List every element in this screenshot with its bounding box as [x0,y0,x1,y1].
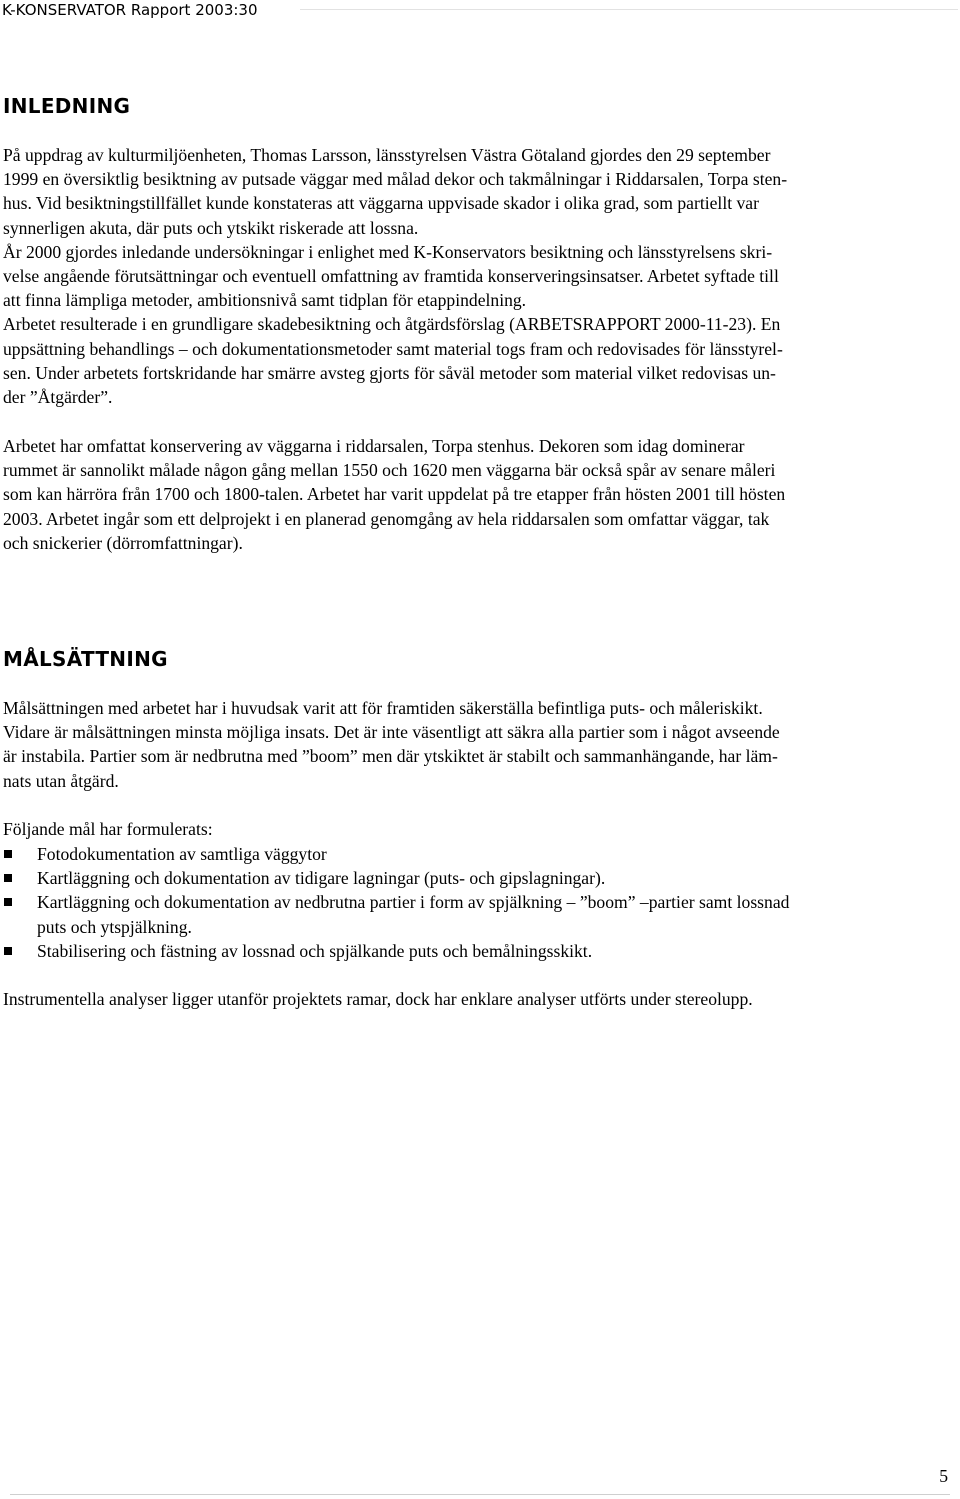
square-bullet-icon [4,850,12,858]
text-line: På uppdrag av kulturmiljöenheten, Thomas Larsson, länsstyrelsen Västra Götaland gjordes den 29 september [3,145,771,165]
text-line: velse angående förutsättningar och eventuell omfattning av framtida konserveringsinsatser. Arbetet syftade till [3,265,779,286]
text-line: nats utan åtgärd. [3,770,119,791]
intro-paragraph-1 [3,143,948,409]
text-line: uppsättning behandlings – och dokumentationsmetoder samt material togs fram och redovisades för länsstyrel- [3,338,783,359]
text-line: der ”Åtgärder”. [3,386,113,407]
list-item-text: Stabilisering och fästning av lossnad och spjälkande puts och bemålningsskikt. [37,940,593,961]
intro-paragraph-2 [3,434,948,555]
text-line: att finna lämpliga metoder, ambitionsnivå samt tidplan för etappindelning. [3,290,527,311]
text-line: År 2000 gjordes inledande undersökningar i enlighet med K-Konservators besiktning och länsstyrelsens skri- [3,241,773,262]
heading-inledning: INLEDNING [3,94,131,118]
text-line: Vidare är målsättningen minsta möjliga insats. Det är inte väsentligt att säkra alla partier som i något avseende [3,722,780,743]
heading-malsattning: MÅLSÄTTNING [3,647,168,671]
text-line: sen. Under arbetets fortskridande har smärre avsteg gjorts för såväl metoder som material vilket redovisas un- [3,362,776,383]
running-header: K-KONSERVATOR Rapport 2003:30 [2,1,258,19]
list-item-text: Kartläggning och dokumentation av tidigare lagningar (puts- och gipslagningar). [37,868,606,889]
text-line: och snickerier (dörromfattningar). [3,532,243,553]
square-bullet-icon [4,898,12,906]
list-item [3,890,948,938]
text-line: 2003. Arbetet ingår som ett delprojekt i en planerad genomgång av hela riddarsalen som omfattar väggar, tak [3,508,770,529]
footer-divider [10,1494,950,1495]
text-line: Följande mål har formulerats: [3,819,213,839]
list-item-text: Fotodokumentation av samtliga väggytor [37,844,327,864]
page-number: 5 [939,1466,948,1486]
goals-closing [3,987,948,1011]
list-item [3,939,948,963]
text-line: synnerligen akuta, där puts och ytskikt riskerade att lossna. [3,217,419,238]
list-item [3,842,948,866]
text-line: Arbetet har omfattat konservering av väggarna i riddarsalen, Torpa stenhus. Dekoren som idag dominerar [3,436,745,456]
list-item-text: puts och ytspjälkning. [37,916,192,937]
text-line: som kan härröra från 1700 och 1800-talen. Arbetet har varit uppdelat på tre etapper från hösten 2001 till hösten [3,484,786,505]
header-divider [300,9,958,10]
text-line: hus. Vid besiktningstillfället kunde konstateras att väggarna uppvisade skador i olika grad, som partiellt var [3,193,759,214]
square-bullet-icon [4,874,12,882]
text-line: Arbetet resulterade i en grundligare skadebesiktning och åtgärdsförslag (ARBETSRAPPORT 2000-11-23). En [3,314,781,335]
goals-bullet-list [3,842,948,963]
text-line: Målsättningen med arbetet har i huvudsak varit att för framtiden säkerställa befintliga puts- och måleriskikt. [3,698,763,718]
goals-list-intro [3,817,948,841]
square-bullet-icon [4,947,12,955]
goals-paragraph [3,696,948,793]
text-line: är instabila. Partier som är nedbrutna med ”boom” men där ytskiktet är stabilt och sammanhängande, har läm- [3,746,778,767]
text-line: rummet är sannolikt målade någon gång mellan 1550 och 1620 men väggarna bär också spår av senare måleri [3,460,776,481]
text-line: Instrumentella analyser ligger utanför projektets ramar, dock har enklare analyser utförts under stereolupp. [3,989,753,1009]
list-item-text: Kartläggning och dokumentation av nedbrutna partier i form av spjälkning – ”boom” –partier samt lossnad [37,892,790,913]
list-item [3,866,948,890]
text-line: 1999 en översiktlig besiktning av putsade väggar med målad dekor och takmålningar i Riddarsalen, Torpa sten- [3,169,788,190]
